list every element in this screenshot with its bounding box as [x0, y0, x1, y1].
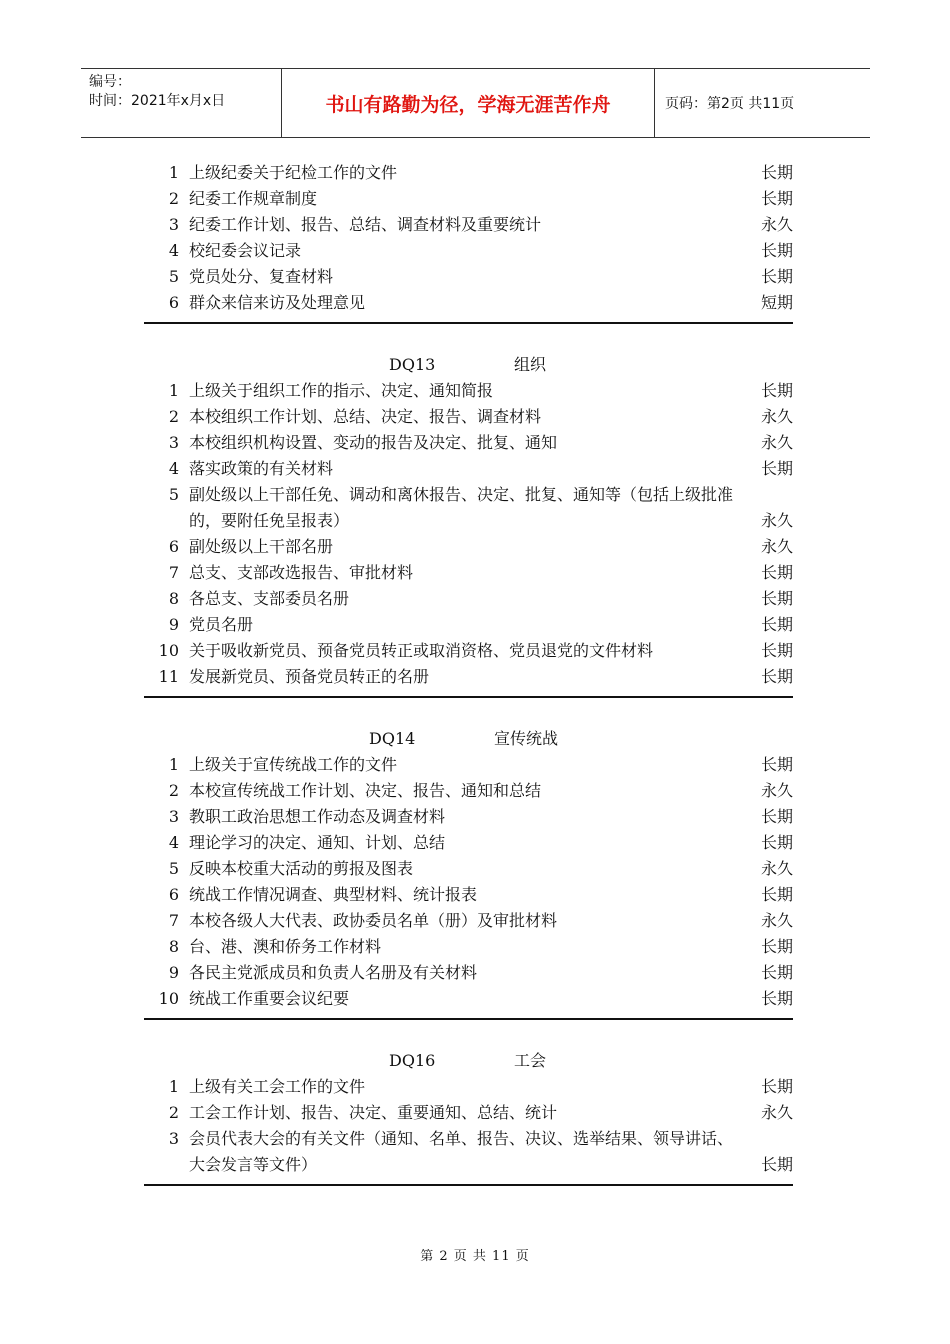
- section-code: DQ16: [389, 1051, 436, 1070]
- retention-term: 长期: [760, 1155, 793, 1174]
- retention-term: 长期: [760, 163, 793, 182]
- retention-term: 永久: [760, 537, 793, 556]
- list-item: [144, 290, 793, 316]
- list-item: [144, 264, 793, 290]
- retention-term: 永久: [760, 215, 793, 234]
- list-item: [144, 160, 793, 186]
- item-text: 反映本校重大活动的剪报及图表: [189, 859, 414, 878]
- item-number: 4: [168, 459, 179, 478]
- number-label: 编号：: [89, 74, 131, 90]
- retention-term: 永久: [760, 859, 793, 878]
- section-name: 宣传统战: [494, 729, 559, 748]
- item-number: 6: [168, 293, 179, 312]
- list-item: [144, 612, 793, 638]
- list-item: [144, 856, 793, 882]
- list-item: [144, 830, 793, 856]
- item-text: 各总支、支部委员名册: [189, 589, 350, 608]
- item-number: 10: [158, 641, 179, 660]
- item-text: 工会工作计划、报告、决定、重要通知、总结、统计: [189, 1103, 558, 1122]
- item-text: 纪委工作计划、报告、总结、调查材料及重要统计: [189, 215, 542, 234]
- section-code: DQ14: [369, 729, 416, 748]
- item-text: 本校宣传统战工作计划、决定、报告、通知和总结: [189, 781, 542, 800]
- retention-term: 长期: [760, 615, 793, 634]
- item-text: 党员名册: [189, 615, 254, 634]
- item-text: 上级纪委关于纪检工作的文件: [189, 163, 398, 182]
- item-number: 1: [168, 381, 179, 400]
- item-number: 3: [168, 433, 179, 452]
- item-number: 9: [168, 963, 179, 982]
- list-item: [144, 212, 793, 238]
- retention-section: [144, 352, 793, 698]
- item-number: 7: [168, 911, 179, 930]
- item-number: 3: [168, 1129, 179, 1148]
- header-meta: [81, 69, 282, 137]
- retention-term: 长期: [760, 807, 793, 826]
- retention-term: 长期: [760, 459, 793, 478]
- item-number: 1: [168, 1077, 179, 1096]
- list-item: [144, 186, 793, 212]
- item-number: 11: [158, 667, 179, 686]
- retention-term: 永久: [760, 433, 793, 452]
- retention-term: 长期: [760, 1077, 793, 1096]
- item-text: 统战工作情况调查、典型材料、统计报表: [189, 885, 478, 904]
- item-number: 5: [168, 485, 179, 504]
- item-text: 群众来信来访及处理意见: [189, 293, 366, 312]
- retention-term: 短期: [760, 293, 793, 312]
- retention-term: 长期: [760, 937, 793, 956]
- item-number: 3: [168, 215, 179, 234]
- list-item: [144, 1074, 793, 1100]
- retention-term: 长期: [760, 381, 793, 400]
- retention-term: 长期: [760, 589, 793, 608]
- item-number: 6: [168, 885, 179, 904]
- time-label: 时间：2021年x月x日: [89, 93, 226, 109]
- section-title: [144, 352, 793, 378]
- item-number: 1: [168, 755, 179, 774]
- retention-term: 长期: [760, 267, 793, 286]
- item-number: 9: [168, 615, 179, 634]
- retention-term: 长期: [760, 189, 793, 208]
- retention-term: 长期: [760, 667, 793, 686]
- document-header: [81, 68, 870, 138]
- item-number: 8: [168, 937, 179, 956]
- retention-section: [144, 726, 793, 1020]
- item-text: 落实政策的有关材料: [189, 459, 334, 478]
- item-number: 10: [158, 989, 179, 1008]
- item-number: 2: [168, 189, 179, 208]
- retention-term: 长期: [760, 963, 793, 982]
- item-text: 理论学习的决定、通知、计划、总结: [189, 833, 446, 852]
- item-number: 2: [168, 407, 179, 426]
- page-info: 页码：第2页 共11页: [665, 96, 795, 112]
- list-item: [144, 534, 793, 560]
- section-title: [144, 726, 793, 752]
- retention-term: 长期: [760, 563, 793, 582]
- retention-section: [144, 1048, 793, 1186]
- retention-term: 永久: [760, 511, 793, 530]
- item-number: 1: [168, 163, 179, 182]
- item-text: 各民主党派成员和负责人名册及有关材料: [189, 963, 478, 982]
- item-text: 本校各级人大代表、政协委员名单（册）及审批材料: [189, 911, 558, 930]
- item-number: 6: [168, 537, 179, 556]
- retention-term: 长期: [760, 885, 793, 904]
- item-number: 3: [168, 807, 179, 826]
- retention-term: 永久: [760, 781, 793, 800]
- item-text: 校纪委会议记录: [189, 241, 302, 260]
- item-text: 台、港、澳和侨务工作材料: [189, 937, 382, 956]
- retention-term: 永久: [760, 911, 793, 930]
- list-item: [144, 778, 793, 804]
- item-number: 4: [168, 241, 179, 260]
- item-text: 教职工政治思想工作动态及调查材料: [189, 807, 446, 826]
- list-item: [144, 238, 793, 264]
- list-item: [144, 986, 793, 1012]
- item-text: 会员代表大会的有关文件（通知、名单、报告、决议、选举结果、领导讲话、大会发言等文件）: [189, 1129, 734, 1174]
- item-text: 关于吸收新党员、预备党员转正或取消资格、党员退党的文件材料: [189, 641, 654, 660]
- item-text: 党员处分、复查材料: [189, 267, 334, 286]
- retention-term: 长期: [760, 989, 793, 1008]
- item-text: 纪委工作规章制度: [189, 189, 318, 208]
- item-text: 上级关于宣传统战工作的文件: [189, 755, 398, 774]
- list-item: [144, 934, 793, 960]
- list-item: [144, 960, 793, 986]
- list-item: [144, 664, 793, 690]
- page-footer: 第 2 页 共 11 页: [420, 1249, 530, 1264]
- list-item: [144, 1126, 793, 1178]
- section-code: DQ13: [389, 355, 436, 374]
- item-text: 上级关于组织工作的指示、决定、通知简报: [189, 381, 494, 400]
- item-text: 总支、支部改选报告、审批材料: [189, 563, 414, 582]
- retention-term: 长期: [760, 241, 793, 260]
- item-number: 2: [168, 1103, 179, 1122]
- section-name: 工会: [514, 1051, 547, 1070]
- item-number: 2: [168, 781, 179, 800]
- retention-term: 永久: [760, 407, 793, 426]
- retention-term: 长期: [760, 755, 793, 774]
- retention-term: 长期: [760, 641, 793, 660]
- item-text: 副处级以上干部名册: [189, 537, 334, 556]
- list-item: [144, 882, 793, 908]
- list-item: [144, 1100, 793, 1126]
- section-name: 组织: [514, 355, 547, 374]
- item-number: 5: [168, 267, 179, 286]
- list-item: [144, 404, 793, 430]
- item-number: 5: [168, 859, 179, 878]
- item-number: 8: [168, 589, 179, 608]
- list-item: [144, 560, 793, 586]
- item-text: 本校组织工作计划、总结、决定、报告、调查材料: [189, 407, 542, 426]
- document-body: [144, 160, 793, 1214]
- retention-term: 永久: [760, 1103, 793, 1122]
- list-item: [144, 908, 793, 934]
- list-item: [144, 456, 793, 482]
- list-item: [144, 430, 793, 456]
- section-title: [144, 1048, 793, 1074]
- list-item: [144, 378, 793, 404]
- item-number: 7: [168, 563, 179, 582]
- list-item: [144, 586, 793, 612]
- item-number: 4: [168, 833, 179, 852]
- item-text: 发展新党员、预备党员转正的名册: [189, 667, 430, 686]
- list-item: [144, 638, 793, 664]
- list-item: [144, 752, 793, 778]
- retention-section: [144, 160, 793, 324]
- list-item: [144, 804, 793, 830]
- item-text: 上级有关工会工作的文件: [189, 1077, 366, 1096]
- list-item: [144, 482, 793, 534]
- item-text: 副处级以上干部任免、调动和离休报告、决定、批复、通知等（包括上级批准的，要附任免呈报表）: [189, 485, 734, 530]
- item-text: 统战工作重要会议纪要: [189, 989, 350, 1008]
- retention-term: 长期: [760, 833, 793, 852]
- item-text: 本校组织机构设置、变动的报告及决定、批复、通知: [189, 433, 558, 452]
- motto: 书山有路勤为径，学海无涯苦作舟: [282, 69, 655, 137]
